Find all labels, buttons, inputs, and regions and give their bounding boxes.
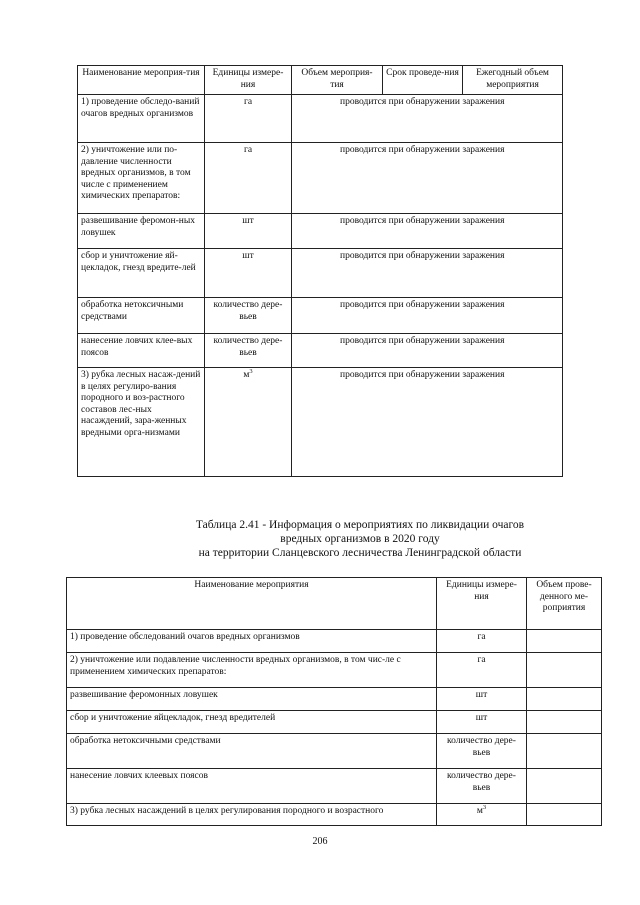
measure-name: нанесение ловчих клеевых поясов xyxy=(67,769,437,804)
unit-cell: шт xyxy=(205,214,292,249)
measure-name: сбор и уничтожение яй-цекладок, гнезд вредите-лей xyxy=(78,249,205,298)
measure-name: 1) проведение обследо-ваний очагов вредных организмов xyxy=(78,95,205,143)
table-header-row xyxy=(67,578,602,630)
measure-name: нанесение ловчих клее-вых поясов xyxy=(78,334,205,368)
schedule-note: проводится при обнаружении заражения xyxy=(292,249,563,298)
table-measures-plan xyxy=(77,65,563,477)
volume-cell xyxy=(527,734,602,769)
page-number: 206 xyxy=(312,836,328,847)
unit-cell: га xyxy=(205,143,292,214)
unit-superscript: 3 xyxy=(249,367,253,375)
unit-cell: количество дере-вьев xyxy=(205,298,292,334)
unit-cell: га xyxy=(205,95,292,143)
table-header-row xyxy=(78,66,563,95)
unit-cell: шт xyxy=(437,711,527,734)
unit-cell: га xyxy=(437,653,527,688)
measure-name: 3) рубка лесных насаж-дений в целях регулиро-вания породного и воз-растного составов лес-ных насаждений, зара-женных вредными орга-низмами xyxy=(78,368,205,477)
table-row xyxy=(78,368,563,477)
column-header: Наименование мероприятия xyxy=(67,578,437,630)
table-row xyxy=(78,143,563,214)
schedule-note: проводится при обнаружении заражения xyxy=(292,95,563,143)
column-header: Единицы измере-ния xyxy=(205,66,292,95)
unit-superscript: 3 xyxy=(482,803,487,811)
column-header: Срок проведе-ния xyxy=(383,66,463,95)
volume-cell xyxy=(527,653,602,688)
table-title-line-1: Таблица 2.41 - Информация о мероприятиях по ликвидации очагов xyxy=(195,519,525,531)
unit-cell: га xyxy=(437,630,527,653)
schedule-note: проводится при обнаружении заражения xyxy=(292,298,563,334)
measure-name: развешивание феромонных ловушек xyxy=(67,688,437,711)
schedule-note: проводится при обнаружении заражения xyxy=(292,143,563,214)
measure-name: 2) уничтожение или по-давление численности вредных организмов, в том числе с применением химических препаратов: xyxy=(78,143,205,214)
volume-cell xyxy=(527,630,602,653)
table-row xyxy=(78,334,563,368)
table-row xyxy=(67,769,602,804)
unit-cell: количество дере-вьев xyxy=(437,734,527,769)
table-row xyxy=(67,688,602,711)
measure-name: 2) уничтожение или подавление численности вредных организмов, в том чис-ле с применением химических препаратов: xyxy=(67,653,437,688)
column-header: Ежегодный объем мероприятия xyxy=(463,66,563,95)
volume-cell xyxy=(527,804,602,826)
volume-cell xyxy=(527,711,602,734)
unit-cell xyxy=(205,368,292,477)
unit-text: м xyxy=(476,806,483,816)
schedule-note: проводится при обнаружении заражения xyxy=(292,368,563,477)
table-row xyxy=(67,711,602,734)
table-row xyxy=(78,214,563,249)
measure-name: 3) рубка лесных насаждений в целях регулирования породного и возрастного xyxy=(67,804,437,826)
table-row xyxy=(78,249,563,298)
column-header: Единицы измере-ния xyxy=(437,578,527,630)
schedule-note: проводится при обнаружении заражения xyxy=(292,334,563,368)
table-row xyxy=(78,95,563,143)
column-header: Наименование мероприя-тия xyxy=(78,66,205,95)
table-row xyxy=(67,804,602,826)
unit-cell xyxy=(437,804,527,826)
measure-name: обработка нетоксичными средствами xyxy=(78,298,205,334)
unit-text: м xyxy=(243,370,250,380)
table-row xyxy=(67,734,602,769)
schedule-note: проводится при обнаружении заражения xyxy=(292,214,563,249)
table-row xyxy=(67,653,602,688)
measure-name: 1) проведение обследований очагов вредных организмов xyxy=(67,630,437,653)
volume-cell xyxy=(527,769,602,804)
measure-name: сбор и уничтожение яйцекладок, гнезд вредителей xyxy=(67,711,437,734)
volume-cell xyxy=(527,688,602,711)
column-header: Объем прове-денного ме-роприятия xyxy=(527,578,602,630)
measure-name: развешивание феромон-ных ловушек xyxy=(78,214,205,249)
table-title-line-2: вредных организмов в 2020 году xyxy=(280,533,440,545)
table-title-line-3: на территории Сланцевского лесничества Ленинградской области xyxy=(198,547,522,559)
column-header: Объем мероприя-тия xyxy=(292,66,383,95)
unit-cell: количество дере-вьев xyxy=(205,334,292,368)
table-row xyxy=(78,298,563,334)
unit-cell: шт xyxy=(205,249,292,298)
unit-cell: количество дере-вьев xyxy=(437,769,527,804)
measure-name: обработка нетоксичными средствами xyxy=(67,734,437,769)
table-measures-2020 xyxy=(66,577,602,826)
unit-cell: шт xyxy=(437,688,527,711)
table-row xyxy=(67,630,602,653)
